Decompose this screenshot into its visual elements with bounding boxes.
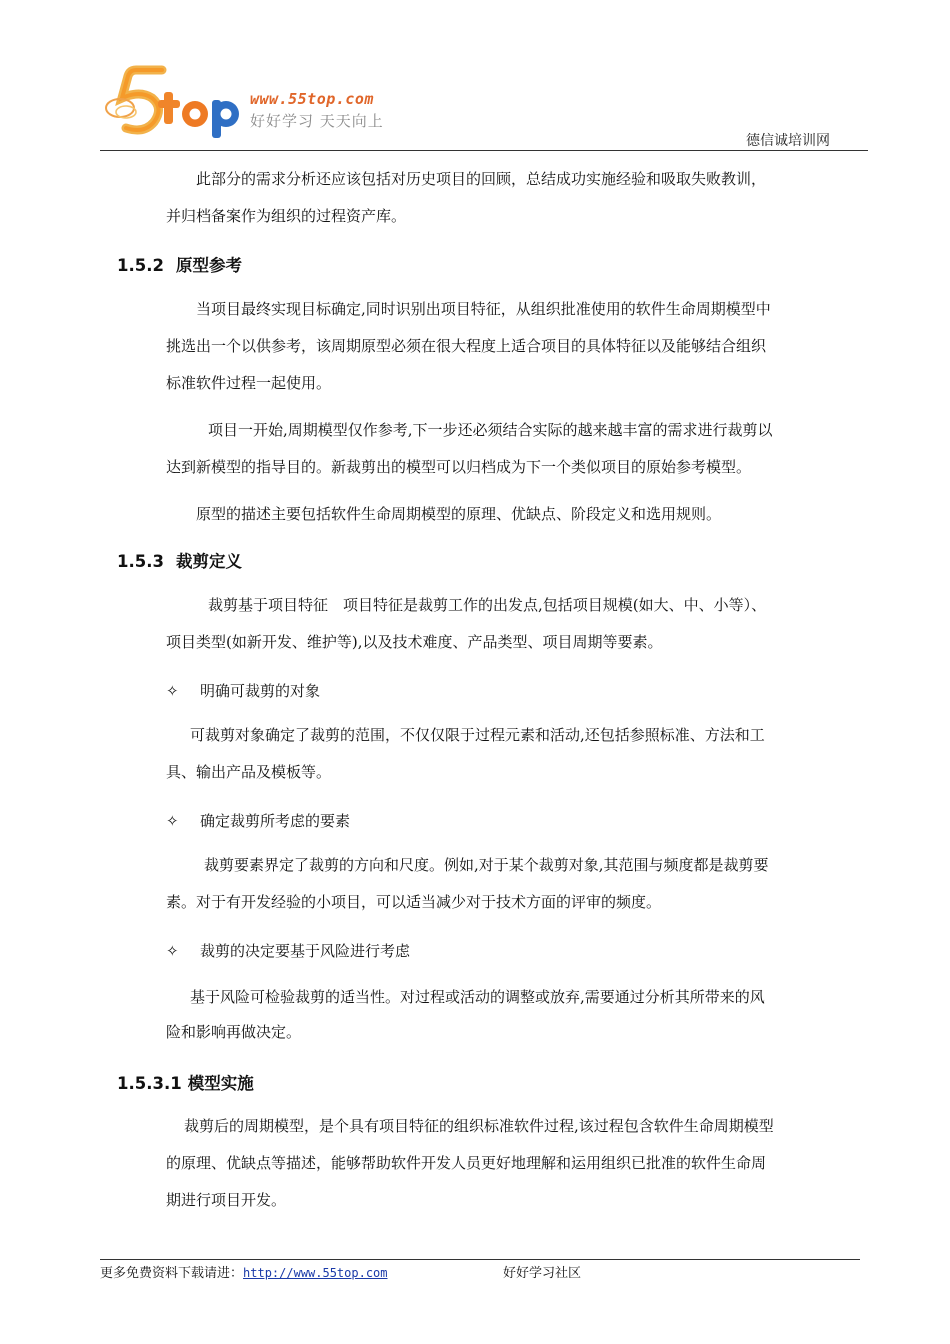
section-heading-1-5-3-1 xyxy=(117,1070,254,1094)
section-heading-1-5-3 xyxy=(117,548,242,572)
paragraph-line: 原型的描述主要包括软件生命周期模型的原理、优缺点、阶段定义和选用规则。 xyxy=(196,505,722,523)
paragraph-line: 标准软件过程一起使用。 xyxy=(166,374,332,392)
paragraph-line: 的原理、优缺点等描述，能够帮助软件开发人员更好地理解和运用组织已批准的软件生命周 xyxy=(166,1154,767,1172)
heading-title: 模型实施 xyxy=(187,1074,254,1093)
paragraph-line: 具、输出产品及模板等。 xyxy=(166,763,332,781)
logo-slogan: 好好学习 天天向上 xyxy=(250,112,384,130)
paragraph-line: 裁剪后的周期模型，是个具有项目特征的组织标准软件过程,该过程包含软件生命周期模型 xyxy=(184,1117,774,1135)
bullet-item xyxy=(166,810,350,831)
bullet-item xyxy=(166,680,320,701)
site-name: 德信诚培训网 xyxy=(746,133,830,149)
heading-title: 裁剪定义 xyxy=(175,552,242,571)
heading-number: 1.5.3 xyxy=(117,552,164,571)
footer-community: 好好学习社区 xyxy=(503,1266,582,1281)
paragraph-line: 可裁剪对象确定了裁剪的范围，不仅仅限于过程元素和活动,还包括参照标准、方法和工 xyxy=(190,726,765,744)
paragraph-line: 险和影响再做决定。 xyxy=(166,1023,302,1041)
paragraph-line: 当项目最终实现目标确定,同时识别出项目特征，从组织批准使用的软件生命周期模型中 xyxy=(196,300,771,318)
header-divider xyxy=(100,150,868,151)
paragraph-line: 达到新模型的指导目的。新裁剪出的模型可以归档成为下一个类似项目的原始参考模型。 xyxy=(166,458,752,476)
diamond-bullet-icon: ✧ xyxy=(166,942,179,960)
diamond-bullet-icon: ✧ xyxy=(166,682,179,700)
footer-link[interactable]: http://www.55top.com xyxy=(243,1266,388,1280)
heading-number: 1.5.3.1 xyxy=(117,1074,182,1093)
footer-download-note xyxy=(100,1262,388,1281)
paragraph-line: 挑选出一个以供参考，该周期原型必须在很大程度上适合项目的具体特征以及能够结合组织 xyxy=(166,337,767,355)
bullet-text: 明确可裁剪的对象 xyxy=(200,682,321,700)
intro-line-2: 并归档备案作为组织的过程资产库。 xyxy=(166,207,407,225)
logo-5top-graphic xyxy=(100,64,250,144)
footer-prefix: 更多免费资料下载请进： xyxy=(100,1266,244,1281)
paragraph-line: 期进行项目开发。 xyxy=(166,1191,287,1209)
heading-number: 1.5.2 xyxy=(117,256,164,275)
paragraph-line: 项目类型(如新开发、维护等),以及技术难度、产品类型、项目周期等要素。 xyxy=(166,633,663,651)
intro-line-1: 此部分的需求分析还应该包括对历史项目的回顾，总结成功实施经验和吸取失败教训， xyxy=(196,170,767,188)
section-heading-1-5-2 xyxy=(117,252,242,276)
logo-url: www.55top.com xyxy=(250,90,374,108)
paragraph-line: 基于风险可检验裁剪的适当性。对过程或活动的调整或放弃,需要通过分析其所带来的风 xyxy=(190,988,765,1006)
bullet-text: 确定裁剪所考虑的要素 xyxy=(200,812,351,830)
heading-title: 原型参考 xyxy=(175,256,242,275)
footer-divider xyxy=(100,1259,860,1260)
paragraph-line: 素。对于有开发经验的小项目，可以适当减少对于技术方面的评审的频度。 xyxy=(166,893,662,911)
paragraph-line: 项目一开始,周期模型仅作参考,下一步还必须结合实际的越来越丰富的需求进行裁剪以 xyxy=(208,421,773,439)
site-logo xyxy=(100,64,430,144)
bullet-item xyxy=(166,940,410,961)
paragraph-line: 裁剪基于项目特征 项目特征是裁剪工作的出发点,包括项目规模(如大、中、小等）、 xyxy=(208,596,767,614)
bullet-text: 裁剪的决定要基于风险进行考虑 xyxy=(200,942,411,960)
diamond-bullet-icon: ✧ xyxy=(166,812,179,830)
paragraph-line: 裁剪要素界定了裁剪的方向和尺度。例如,对于某个裁剪对象,其范围与频度都是裁剪要 xyxy=(204,856,769,874)
